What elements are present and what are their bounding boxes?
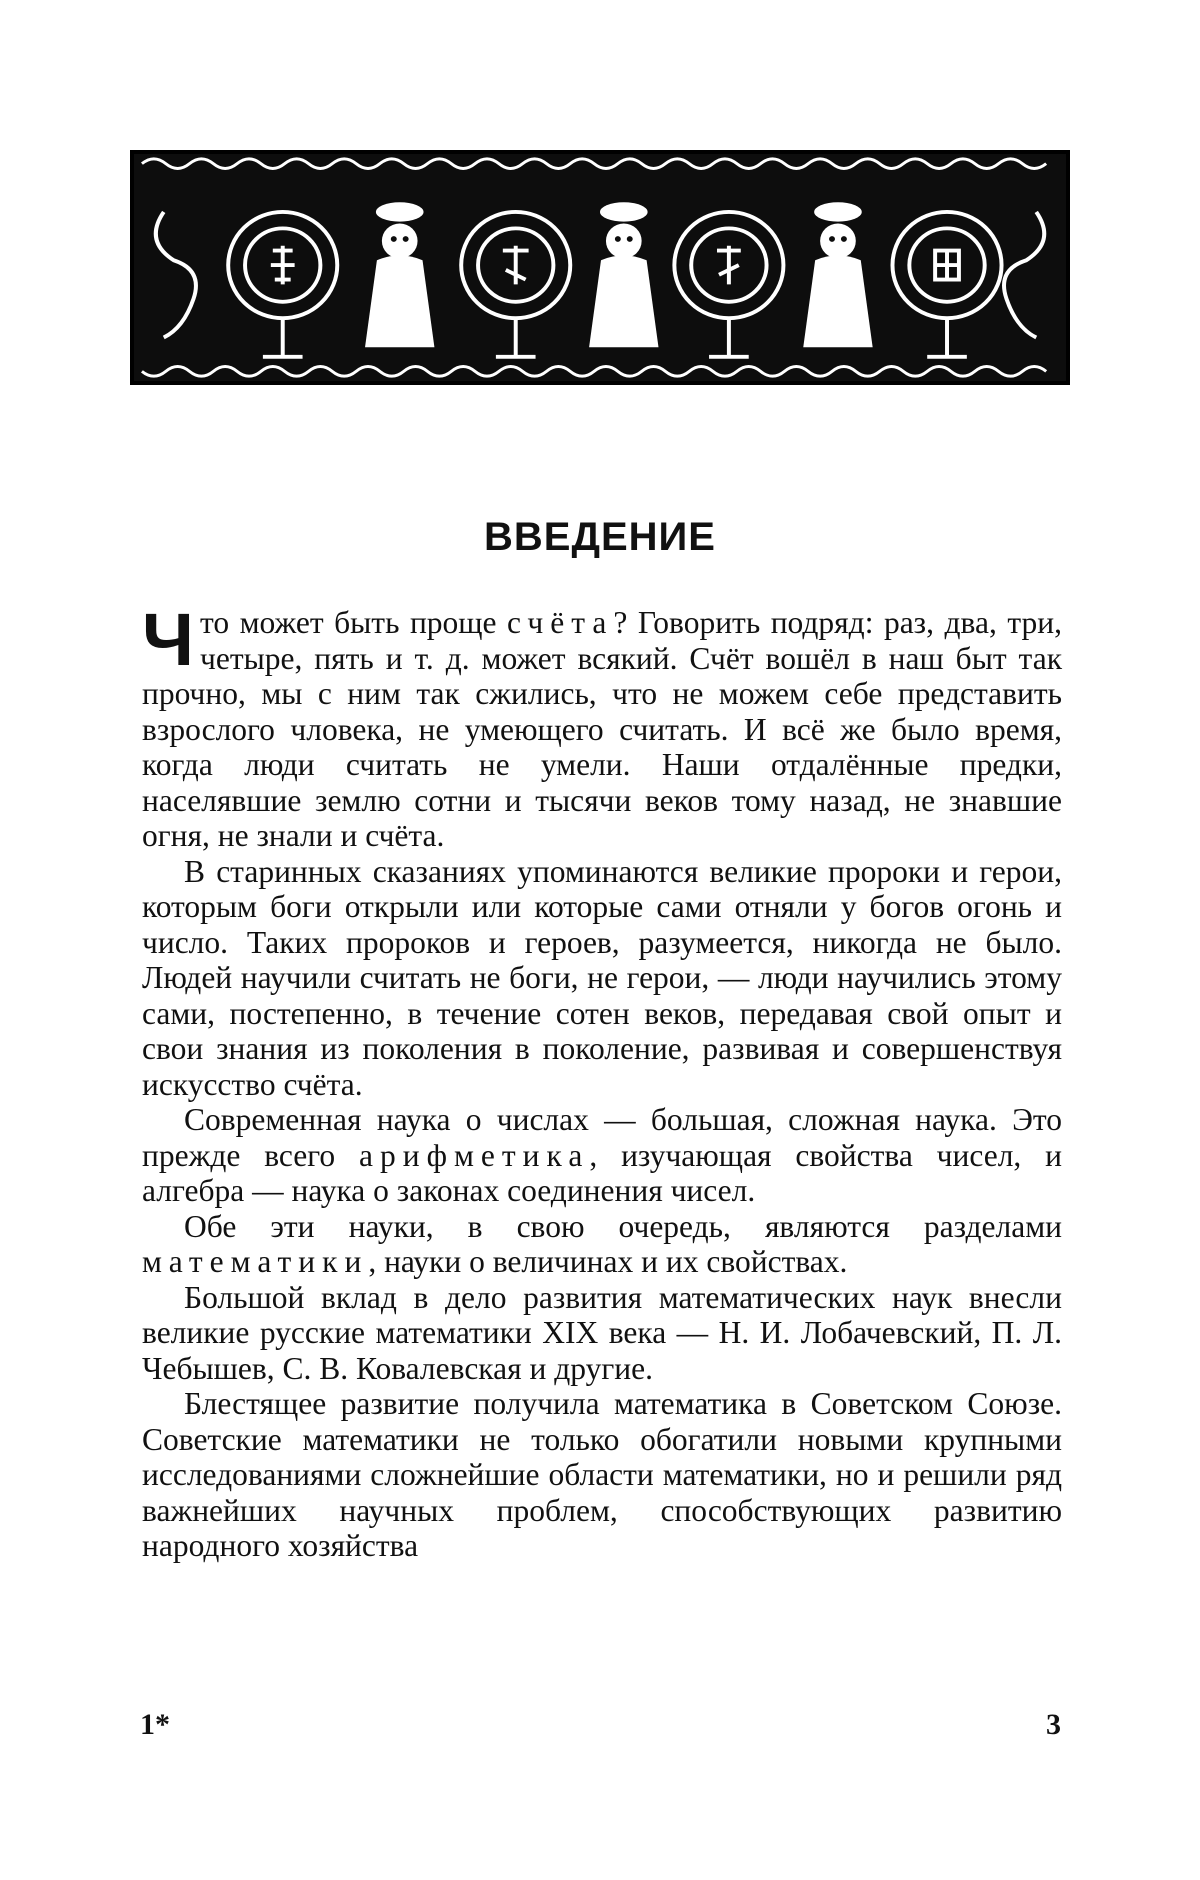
- paragraph: [142, 1209, 1062, 1280]
- text-run: Современная наука о числах — большая, сложная наука. Это прежде всего: [142, 1102, 1062, 1173]
- text-run: то может быть проще: [200, 605, 508, 640]
- text-run: , науки о величинах и их свойствах.: [368, 1244, 848, 1279]
- ornamental-banner: [130, 150, 1070, 385]
- ornament-icon: [134, 154, 1066, 381]
- paragraph: [142, 1102, 1062, 1209]
- drop-cap: Ч: [142, 598, 194, 681]
- text-run: Обе эти науки, в свою очередь, являются разделами: [184, 1208, 1062, 1244]
- paragraph: В старинных сказаниях упоминаются великие пророки и герои, которым боги открыли или которые сами отняли у богов огонь и число. Таких пророков и героев, разумеется, никогда не было. Людей научили считать не боги, не герои, — люди научились этому сами, постепенно, в течение сотен веков, передавая свой опыт и свои знания из поколения в поколение, развивая и совершенствуя искусство счёта.: [142, 853, 1062, 1102]
- page-title: ВВЕДЕНИЕ: [484, 515, 716, 559]
- emphasized-word: арифметика: [358, 1137, 590, 1173]
- text-run: ? Говорить подряд: раз, два, три, четыре, пять и т. д. может всякий. Счёт вошёл в наш быт так прочно, мы с ним так сжились, что не можем себе представить взрослого чловека, не умеющего считать. И всё же было время, когда люди считать не умели. Наши отдалённые предки, населявшие землю сотни и тысячи веков тому назад, не знавшие огня, не знали и счёта.: [142, 605, 1062, 853]
- signature-mark: 1*: [140, 1708, 170, 1741]
- paragraph: Большой вклад в дело развития математических наук внесли великие русские математики XIX века — Н. И. Лобачевский, П. Л. Чебышев, С. В. Ковалевская и другие.: [142, 1279, 1062, 1386]
- emphasized-word: счёта: [507, 605, 614, 640]
- page-number: 3: [1046, 1708, 1061, 1741]
- emphasized-word: математики: [142, 1244, 369, 1279]
- text-run: , изучающая свойства чисел, и алгебра — наука о законах соединения чисел.: [142, 1137, 1062, 1208]
- body-text: [142, 598, 1062, 1564]
- paragraph: [142, 598, 1062, 854]
- paragraph: Блестящее развитие получила математика в Советском Союзе. Советские математики не только обогатили новыми крупными исследованиями сложнейшие области математики, но и решили ряд важнейших научных проблем, способствующих развитию народного хозяйства: [142, 1386, 1062, 1563]
